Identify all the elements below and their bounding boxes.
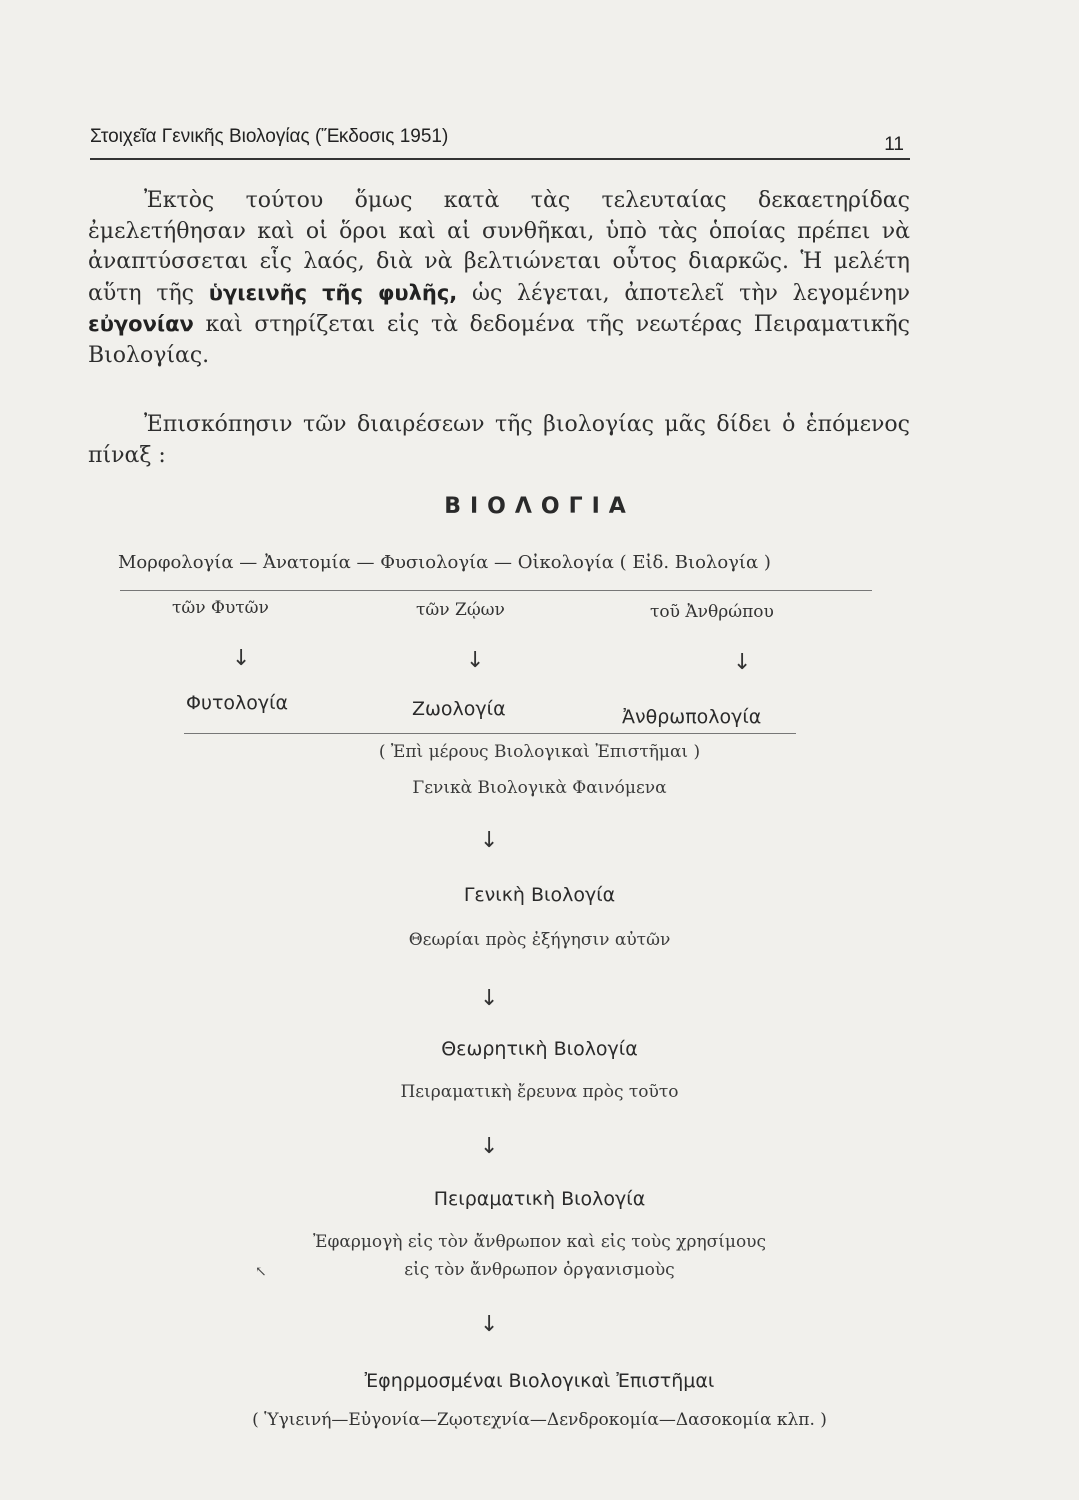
sciences-divider (184, 733, 796, 734)
partial-sciences-label: ( Ἐπὶ μέρους Βιολογικαὶ Ἐπιστῆμαι ) (378, 742, 701, 762)
arrow-down-icon: ↓ (480, 828, 499, 853)
paragraph-2 (88, 410, 910, 471)
paragraph-1 (88, 186, 910, 371)
page-number: 11 (884, 134, 904, 155)
arrow-down-icon: ↓ (480, 986, 499, 1011)
general-biology: Γενικὴ Βιολογία (463, 884, 616, 906)
term-eugenics: εὐγονίαν (88, 312, 194, 336)
paragraph-1-part-2: ὡς λέγεται, ἀποτελεῖ τὴν λεγομένην (472, 280, 911, 306)
science-anthropology: Ἀνθρωπολογία (622, 706, 762, 728)
arrow-down-icon: ↓ (480, 1134, 499, 1159)
pencil-mark-icon: ↖ (255, 1264, 267, 1280)
general-phenomena: Γενικὰ Βιολογικὰ Φαινόμενα (412, 778, 667, 798)
arrow-down-icon: ↓ (466, 648, 485, 673)
applied-sciences-list: ( Ὑγιεινή—Εὐγονία—Ζῳοτεχνία—Δενδροκομία—Δασοκομία κλπ. ) (252, 1410, 827, 1430)
diagram-title: ΒΙΟΛΟΓΙΑ (444, 494, 635, 519)
applied-sciences: Ἐφηρμοσμέναι Βιολογικαὶ Ἐπιστῆμαι (364, 1370, 715, 1392)
running-header (90, 126, 910, 160)
paragraph-2-text: Ἐπισκόπησιν τῶν διαιρέσεων τῆς βιολογίας μᾶς δίδει ὁ ἑπόμενος πίναξ : (88, 412, 910, 468)
subject-animals: τῶν Ζῴων (416, 600, 505, 620)
term-hygiene-of-race: ὑγιεινῆς τῆς φυλῆς, (208, 280, 458, 305)
application-line-2: εἰς τὸν ἄνθρωπον ὀργανισμοὺς (404, 1260, 675, 1280)
paragraph-1-part-1: Ἐκτὸς τούτου ὅμως κατὰ τὰς τελευταίας δεκαετηρίδας ἐμελετήθησαν καὶ οἱ ὅροι καὶ αἱ συνθῆκαι, ὑπὸ τὰς ὁποίας πρέπει νὰ ἀναπτύσσεται εἷς λαός, διὰ νὰ βελτιώνεται οὗτος διαρκῶς. Ἡ μελέτη αὕτη τῆς (88, 188, 910, 306)
arrow-down-icon: ↓ (232, 646, 251, 671)
paragraph-1-part-3: καὶ στηρίζεται εἰς τὰ δεδομένα τῆς νεωτέρας Πειραματικῆς Βιολογίας. (88, 312, 910, 368)
branches-divider (120, 590, 872, 591)
application-line-1: Ἐφαρμογὴ εἰς τὸν ἄνθρωπον καὶ εἰς τοὺς χρησίμους (312, 1232, 767, 1252)
subject-plants: τῶν Φυτῶν (172, 598, 269, 618)
header-title: Στοιχεῖα Γενικῆς Βιολογίας (Ἔκδοσις 1951) (90, 126, 449, 147)
biology-branches: Μορφολογία — Ἀνατομία — Φυσιολογία — Οἰκολογία ( Εἰδ. Βιολογία ) (118, 552, 771, 573)
experimental-research: Πειραματικὴ ἔρευνα πρὸς τοῦτο (400, 1082, 679, 1102)
science-phytology: Φυτολογία (186, 692, 289, 714)
subject-humans: τοῦ Ἀνθρώπου (650, 602, 774, 622)
theories-explanation: Θεωρίαι πρὸς ἐξήγησιν αὐτῶν (408, 930, 671, 950)
arrow-down-icon: ↓ (480, 1312, 499, 1337)
arrow-down-icon: ↓ (733, 650, 752, 675)
theoretical-biology: Θεωρητικὴ Βιολογία (441, 1038, 638, 1060)
experimental-biology: Πειραματικὴ Βιολογία (433, 1188, 646, 1210)
science-zoology: Ζωολογία (412, 698, 506, 720)
